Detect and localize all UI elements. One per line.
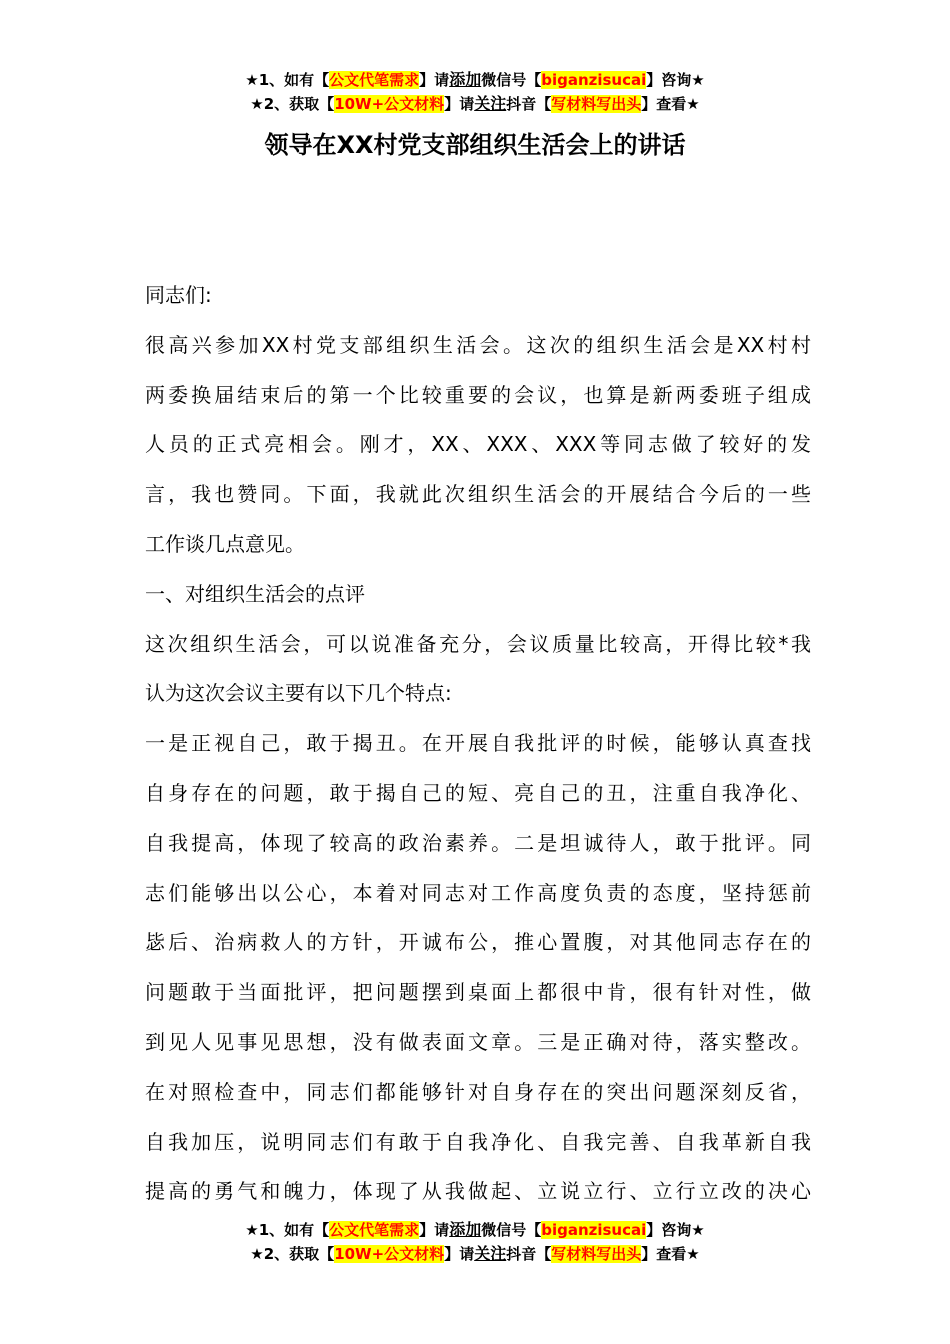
text-line: 毖后、治病救人的方针，开诚布公，推心置腹，对其他同志存在的 [145, 930, 811, 955]
banner-line-1: ★1、如有【公文代笔需求】请添加微信号【biganzisucai】咨询★ [245, 1220, 705, 1239]
text-line: 同志们: [145, 283, 212, 307]
document-body [145, 271, 811, 1217]
text-line: 认为这次会议主要有以下几个特点: [145, 681, 452, 706]
text-line: 自身存在的问题，敢于揭自己的短、亮自己的丑，注重自我净化、 [145, 780, 811, 805]
document-title: 领导在XX村党支部组织生活会上的讲话 [264, 131, 686, 159]
banner-highlight: 10W+公文材料 [334, 95, 445, 113]
banner-emphasis: 添加 [449, 70, 482, 89]
text-line: 人员的正式亮相会。刚才，XX、XXX、XXX等同志做了较好的发 [145, 432, 811, 457]
text-line: 言，我也赞同。下面，我就此次组织生活会的开展结合今后的一些 [145, 482, 811, 507]
banner-highlight: biganzisucai [541, 71, 647, 89]
text-line: 这次组织生活会，可以说准备充分，会议质量比较高，开得比较*我 [145, 631, 811, 656]
banner-emphasis: 关注 [474, 94, 507, 113]
text-line: 问题敢于当面批评，把问题摆到桌面上都很中肯，很有针对性，做 [145, 980, 811, 1005]
banner-line-1: ★1、如有【公文代笔需求】请添加微信号【biganzisucai】咨询★ [245, 70, 705, 89]
banner-highlight: 10W+公文材料 [334, 1245, 445, 1263]
banner-highlight: 写材料写出头 [551, 95, 642, 113]
banner-highlight: 公文代笔需求 [329, 71, 420, 89]
banner-highlight: 公文代笔需求 [329, 1221, 420, 1239]
banner-emphasis: 添加 [449, 1220, 482, 1239]
text-line: 到见人见事见思想，没有做表面文章。三是正确对待，落实整改。 [145, 1029, 811, 1054]
text-line: 自我提高，体现了较高的政治素养。二是坦诚待人，敢于批评。同 [145, 830, 811, 855]
section-heading: 一、对组织生活会的点评 [145, 581, 365, 606]
text-line: 工作谈几点意见。 [145, 531, 305, 556]
text-line: 两委换届结束后的第一个比较重要的会议，也算是新两委班子组成 [145, 382, 811, 407]
text-line: 一是正视自己，敢于揭丑。在开展自我批评的时候，能够认真查找 [145, 731, 811, 756]
text-line: 自我加压，说明同志们有敢于自我净化、自我完善、自我革新自我 [145, 1129, 811, 1154]
header-banner [0, 68, 950, 116]
text-line: 很高兴参加XX村党支部组织生活会。这次的组织生活会是XX村村 [145, 332, 811, 357]
text-line: 在对照检查中，同志们都能够针对自身存在的突出问题深刻反省， [145, 1079, 811, 1104]
banner-emphasis: 关注 [474, 1244, 507, 1263]
banner-line-2: ★2、获取【10W+公文材料】请关注抖音【写材料写出头】查看★ [250, 94, 700, 113]
banner-highlight: 写材料写出头 [551, 1245, 642, 1263]
text-line: 志们能够出以公心，本着对同志对工作高度负责的态度，坚持惩前 [145, 880, 811, 905]
text-line: 提高的勇气和魄力，体现了从我做起、立说立行、立行立改的决心 [145, 1179, 811, 1204]
footer-banner [0, 1218, 950, 1266]
banner-highlight: biganzisucai [541, 1221, 647, 1239]
banner-line-2: ★2、获取【10W+公文材料】请关注抖音【写材料写出头】查看★ [250, 1244, 700, 1263]
